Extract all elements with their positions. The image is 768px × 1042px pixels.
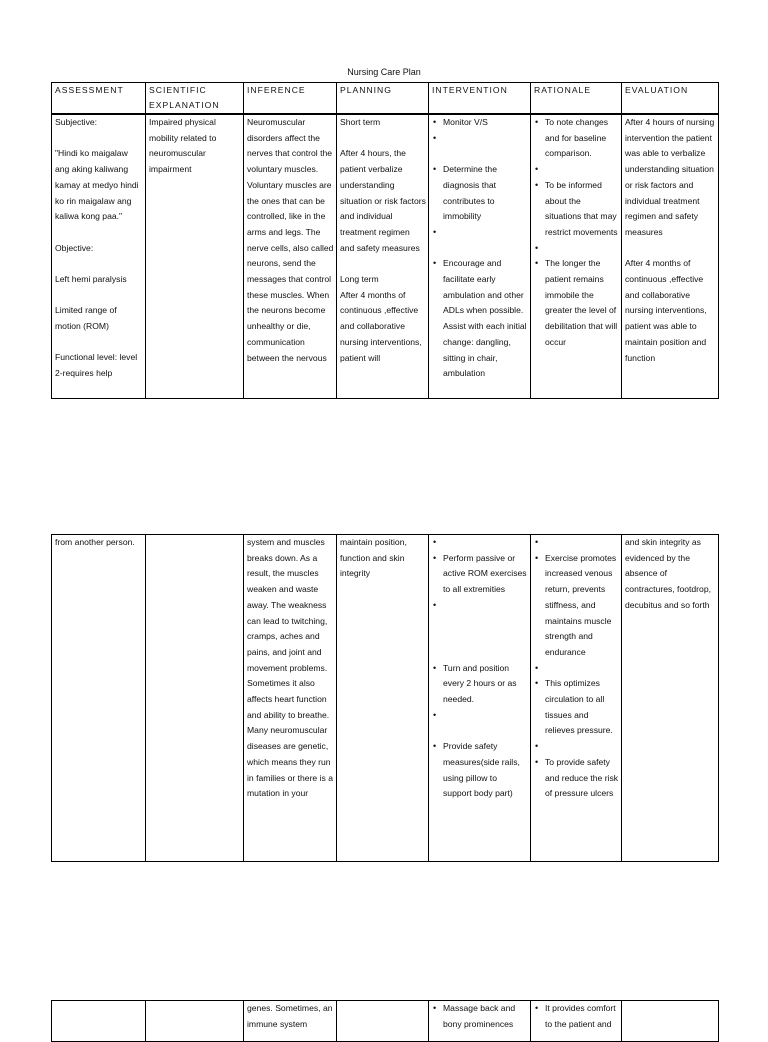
- cell-planning: maintain position, function and skin integrity: [337, 535, 429, 862]
- header-intervention: INTERVENTION: [429, 83, 531, 115]
- intervention-item: • Massage back and bony prominences: [432, 1001, 528, 1032]
- header-scientific-explanation: SCIENTIFIC EXPLANATION: [146, 83, 244, 115]
- cell-evaluation: and skin integrity as evidenced by the absence of contractures, footdrop, decubitus and so forth: [622, 535, 719, 862]
- evaluation-long-term: After 4 months of continuous ,effective and collaborative nursing interventions, patient was able to maintain position and function: [625, 258, 707, 363]
- subjective-label: Subjective:: [55, 117, 98, 127]
- table-row: [52, 1001, 719, 1042]
- care-plan-table-page-1: [51, 82, 719, 399]
- rationale-item: • To be informed about the situations that may restrict movements: [534, 178, 619, 241]
- subjective-quote: "Hindi ko maigalaw ang aking kaliwang kamay at medyo hindi ko rin maigalaw ang kaliwa kong paa.": [55, 148, 139, 222]
- short-term-goal: After 4 hours, the patient verbalize understanding situation or risk factors and individual treatment regimen and safety measures: [340, 148, 426, 253]
- table-row: [52, 114, 719, 399]
- cell-intervention: [429, 1001, 531, 1042]
- cell-evaluation: [622, 114, 719, 399]
- objective-label: Objective:: [55, 242, 94, 253]
- table-row: [52, 535, 719, 862]
- cell-scientific-explanation: [146, 1001, 244, 1042]
- evaluation-short-term: After 4 hours of nursing intervention the patient was able to verbalize understanding situation or risk factors and individual treatment regimen and safety measures: [625, 117, 715, 237]
- long-term-goal: After 4 months of continuous ,effective and collaborative nursing interventions, patient will: [340, 289, 422, 363]
- rationale-item: • The longer the patient remains immobile the greater the level of debilitation that will occur: [534, 256, 619, 350]
- table-header-row: [52, 83, 719, 115]
- care-plan-table-page-3: [51, 1000, 719, 1042]
- intervention-item: • Encourage and facilitate early ambulation and other ADLs when possible. Assist with each initial change: dangling, sitting in chair, ambulation: [432, 256, 528, 382]
- cell-rationale: [531, 535, 622, 862]
- header-inference: INFERENCE: [244, 83, 337, 115]
- intervention-item: • Perform passive or active ROM exercises to all extremities: [432, 551, 528, 598]
- rationale-item: • It provides comfort to the patient and: [534, 1001, 619, 1032]
- cell-assessment: from another person.: [52, 535, 146, 862]
- cell-scientific-explanation: [146, 535, 244, 862]
- objective-finding: Left hemi paralysis: [55, 273, 127, 284]
- cell-assessment: [52, 1001, 146, 1042]
- cell-inference: system and muscles breaks down. As a result, the muscles weaken and waste away. The weakness can lead to twitching, cramps, aches and pains, and joint and movement problems. Sometimes it also affects heart function and ability to breathe. Many neuromuscular diseases are genetic, which means they run in families or there is a mutation in your: [244, 535, 337, 862]
- header-evaluation: EVALUATION: [622, 83, 719, 115]
- cell-intervention: [429, 535, 531, 862]
- rationale-item: • To note changes and for baseline comparison.: [534, 115, 619, 162]
- functional-level: Functional level: level 2-requires help: [55, 352, 138, 379]
- cell-inference: genes. Sometimes, an immune system: [244, 1001, 337, 1042]
- intervention-item: • Monitor V/S: [432, 115, 528, 131]
- rationale-item: • Exercise promotes increased venous return, prevents stiffness, and maintains muscle strength and endurance: [534, 551, 619, 661]
- cell-evaluation: [622, 1001, 719, 1042]
- page-title: Nursing Care Plan: [347, 67, 421, 77]
- header-rationale: RATIONALE: [531, 83, 622, 115]
- cell-intervention: [429, 114, 531, 399]
- cell-scientific-explanation: Impaired physical mobility related to neuromuscular impairment: [146, 114, 244, 399]
- care-plan-table-page-2: [51, 534, 719, 862]
- intervention-item: • Turn and position every 2 hours or as needed.: [432, 661, 528, 708]
- short-term-label: Short term: [340, 117, 381, 127]
- intervention-item: • Provide safety measures(side rails, using pillow to support body part): [432, 739, 528, 802]
- rationale-item: • This optimizes circulation to all tissues and relieves pressure.: [534, 676, 619, 739]
- cell-planning: [337, 114, 429, 399]
- cell-inference: Neuromuscular disorders affect the nerves that control the voluntary muscles. Voluntary muscles are the ones that can be controlled, like in the arms and legs. The nerve cells, also called neurons, send the messages that control these muscles. When the neurons become unhealthy or die, communication between the nervous: [244, 114, 337, 399]
- intervention-item: • Determine the diagnosis that contributes to immobility: [432, 162, 528, 225]
- cell-rationale: [531, 114, 622, 399]
- header-planning: PLANNING: [337, 83, 429, 115]
- cell-rationale: [531, 1001, 622, 1042]
- long-term-label: Long term: [340, 274, 379, 284]
- cell-planning: [337, 1001, 429, 1042]
- rationale-item: • To provide safety and reduce the risk of pressure ulcers: [534, 755, 619, 802]
- header-assessment: ASSESSMENT: [52, 83, 146, 115]
- objective-finding: Limited range of motion (ROM): [55, 305, 117, 332]
- cell-assessment: [52, 114, 146, 399]
